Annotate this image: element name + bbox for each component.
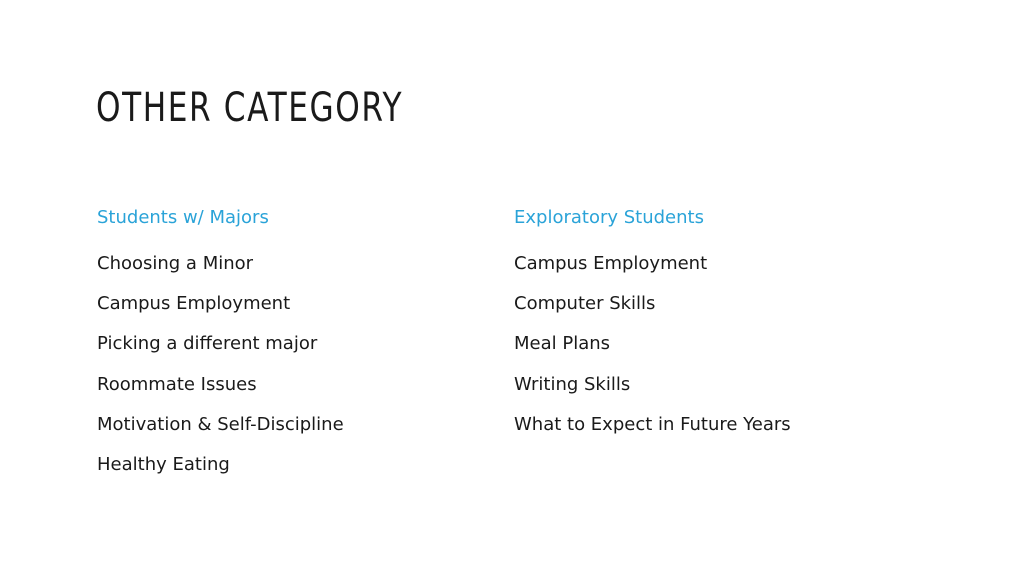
majors-column-heading: Students w/ Majors xyxy=(97,207,269,228)
list-item: Computer Skills xyxy=(514,293,656,315)
list-item: Campus Employment xyxy=(97,293,291,315)
list-item: Picking a different major xyxy=(97,333,318,355)
exploratory-column-heading: Exploratory Students xyxy=(514,207,704,228)
list-item: Choosing a Minor xyxy=(97,253,254,274)
list-item: Writing Skills xyxy=(514,373,631,395)
list-item: Motivation & Self-Discipline xyxy=(97,413,344,435)
exploratory-column xyxy=(514,204,894,453)
list-item: Campus Employment xyxy=(514,253,708,274)
list-item: What to Expect in Future Years xyxy=(514,413,791,435)
majors-topic-list xyxy=(97,252,477,493)
slide-title: OTHER CATEGORY xyxy=(96,85,404,131)
exploratory-topic-list xyxy=(514,252,894,453)
majors-column xyxy=(97,204,477,493)
list-item: Roommate Issues xyxy=(97,373,257,395)
list-item: Healthy Eating xyxy=(97,453,230,475)
list-item: Meal Plans xyxy=(514,333,611,355)
